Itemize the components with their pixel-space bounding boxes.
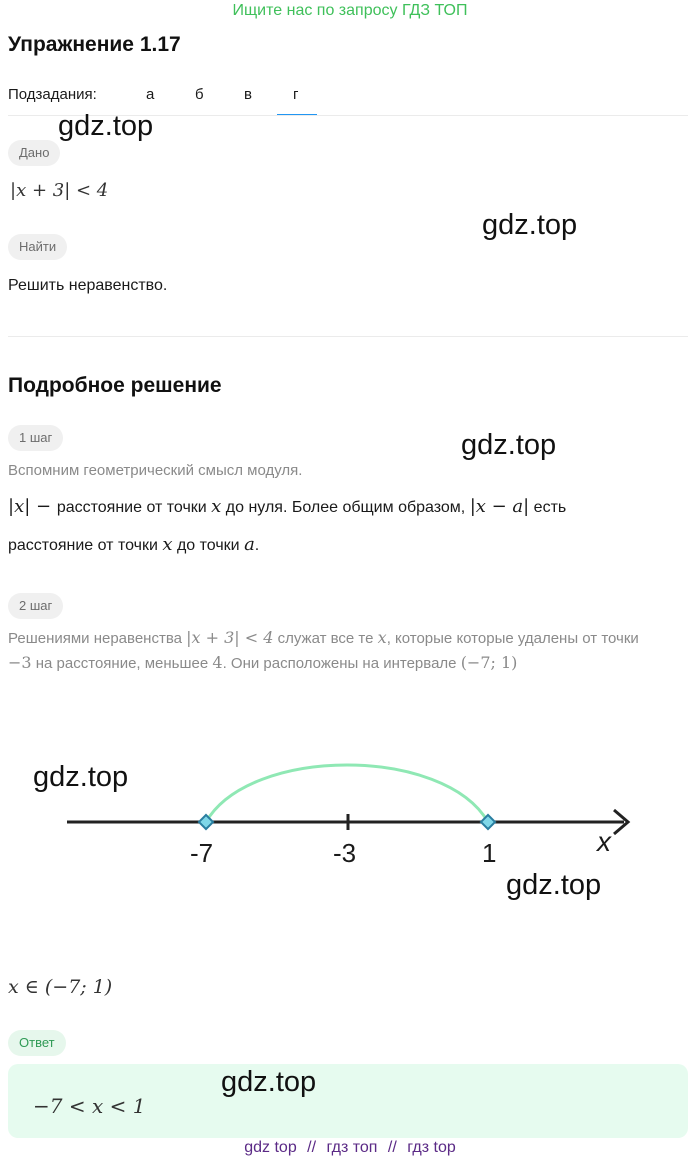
- footer-links: [0, 1139, 700, 1157]
- interval: (−7; 1): [460, 653, 518, 672]
- label-minus-3: -3: [333, 838, 357, 868]
- footer-link-gdz-top-ru[interactable]: гдз топ: [326, 1139, 378, 1156]
- answer-expression: −7 < x < 1: [33, 1094, 146, 1118]
- inequality: |x + 3| < 4: [186, 628, 274, 647]
- promo-banner[interactable]: Ищите нас по запросу ГДЗ ТОП: [232, 2, 468, 19]
- text: на расстояние, меньшее: [31, 655, 213, 672]
- text: служат все те: [273, 630, 378, 647]
- var-x: x: [211, 496, 222, 517]
- given-badge: Дано: [8, 140, 60, 166]
- text: расстояние от точки: [8, 537, 163, 554]
- given-expression: |x + 3| < 4: [10, 180, 109, 201]
- watermark: gdz.top: [461, 429, 557, 461]
- text: расстояние от точки: [56, 499, 212, 516]
- step2-line1: [8, 628, 639, 647]
- text: до нуля. Более общим образом,: [221, 499, 470, 516]
- axis-label-x: x: [597, 826, 611, 857]
- var-x: x: [377, 628, 387, 647]
- text: Решениями неравенства: [8, 630, 187, 647]
- tab-b[interactable]: б: [195, 86, 204, 103]
- section-divider: [8, 336, 688, 337]
- find-text: Решить неравенство.: [8, 277, 168, 294]
- watermark: gdz.top: [33, 761, 129, 793]
- abs-x-minus-a: |x − a|: [469, 496, 530, 517]
- step1-line2: [8, 534, 259, 555]
- abs-x: |x|: [8, 496, 31, 517]
- answer-badge: Ответ: [8, 1030, 66, 1056]
- step1-intro: Вспомним геометрический смысл модуля.: [8, 462, 303, 479]
- solution-heading: Подробное решение: [8, 374, 222, 397]
- interval-arc: [206, 765, 488, 822]
- watermark: gdz.top: [482, 209, 578, 241]
- step1-badge: 1 шаг: [8, 425, 63, 451]
- tab-g[interactable]: г: [293, 86, 299, 103]
- minus-three: −3: [8, 653, 32, 672]
- text: , которые которые удалены от точки: [386, 630, 639, 647]
- label-1: 1: [482, 838, 497, 868]
- page-title: Упражнение 1.17: [8, 33, 181, 56]
- text: есть: [529, 499, 567, 516]
- var-x: x: [162, 534, 173, 555]
- text: . Они расположены на интервале: [222, 655, 461, 672]
- footer-link-gdz-top[interactable]: gdz top: [244, 1139, 297, 1156]
- watermark: gdz.top: [221, 1066, 317, 1098]
- footer-separator: //: [307, 1139, 317, 1156]
- step1-line1: [8, 496, 566, 517]
- footer-link-gdz-top-mixed[interactable]: гдз top: [407, 1139, 456, 1156]
- subtasks-label: Подзадания:: [8, 86, 97, 103]
- step2-badge: 2 шаг: [8, 593, 63, 619]
- tab-v[interactable]: в: [244, 86, 252, 103]
- find-badge: Найти: [8, 234, 67, 260]
- number-four: 4: [212, 653, 223, 672]
- watermark: gdz.top: [506, 869, 602, 901]
- watermark: gdz.top: [58, 110, 154, 142]
- label-minus-7: -7: [190, 838, 214, 868]
- var-a: a: [244, 534, 255, 555]
- text: до точки: [172, 537, 245, 554]
- minus-sign: −: [30, 496, 57, 517]
- step2-line2: [8, 653, 517, 672]
- footer-separator: //: [387, 1139, 397, 1156]
- tab-a[interactable]: а: [146, 86, 155, 103]
- text: .: [254, 537, 260, 554]
- result-expression: x ∈ (−7; 1): [8, 976, 113, 998]
